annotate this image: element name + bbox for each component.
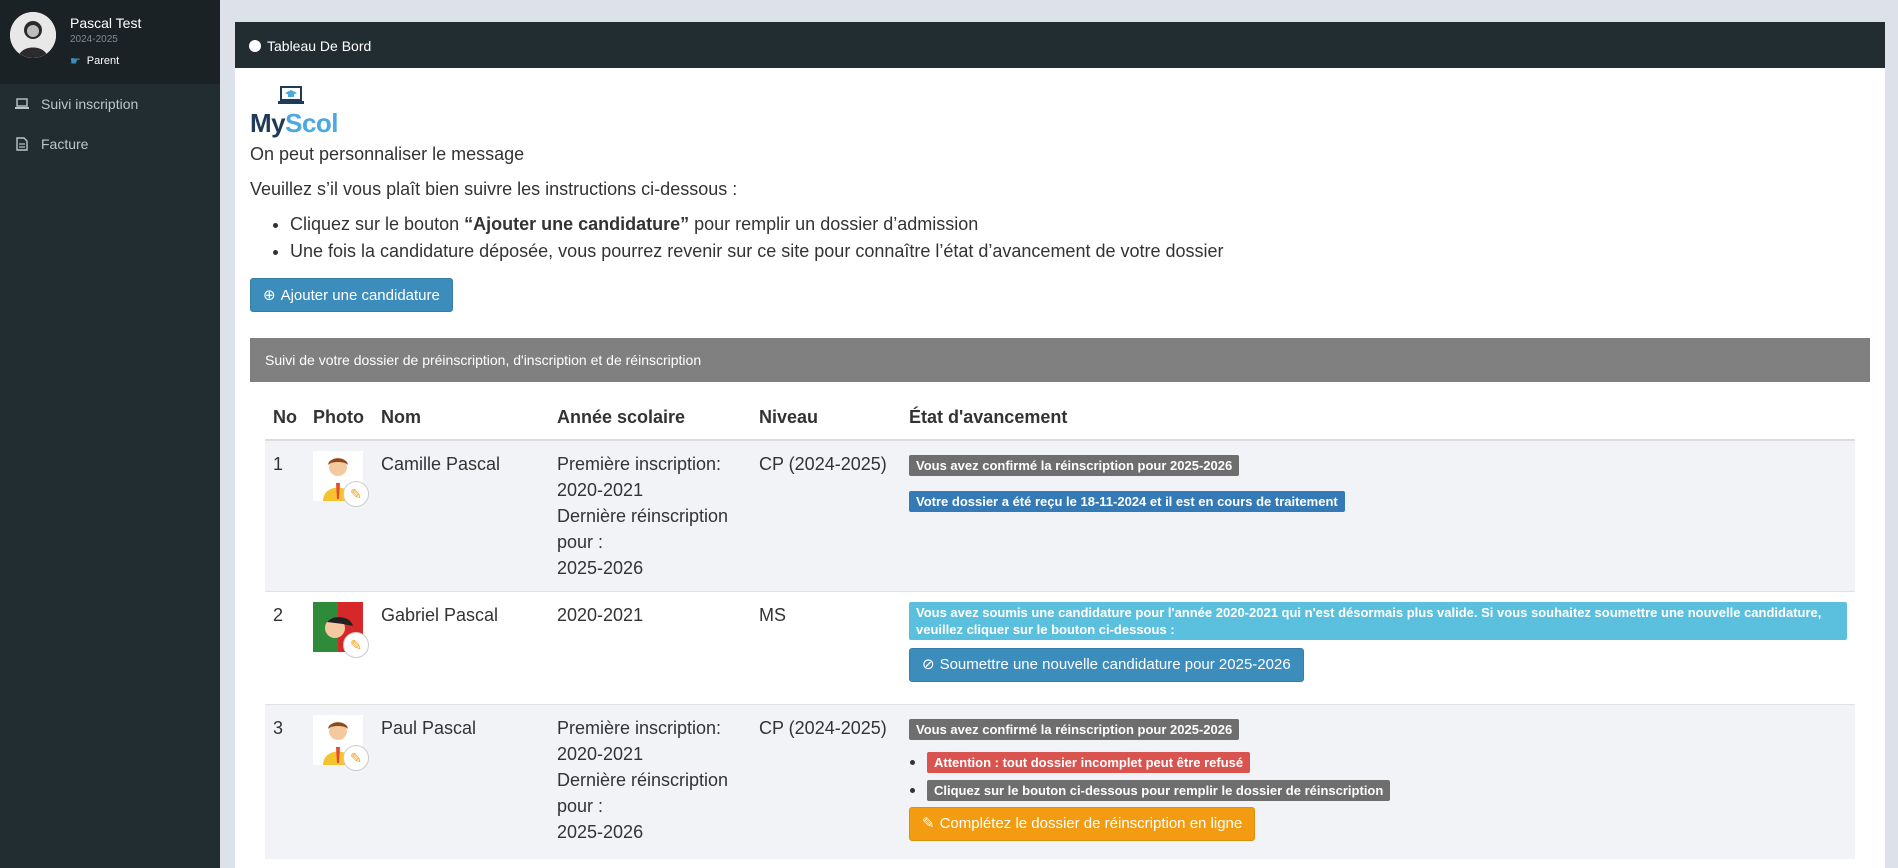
user-name: Pascal Test (70, 15, 142, 31)
sidebar-item-suivi-inscription[interactable] (0, 84, 220, 124)
column-header: Nom (373, 396, 549, 440)
level: MS (751, 592, 901, 705)
custom-message: On peut personnaliser le message (250, 144, 525, 164)
pencil-icon[interactable]: ✎ (343, 745, 369, 771)
status-badge: Vous avez soumis une candidature pour l'année 2020-2021 qui n'est désormais plus valide. Si vous souhaitez soumettre une nouvelle candidature, veuillez cliquer sur le bouton ci-dessous : (909, 602, 1847, 640)
column-header: Photo (305, 396, 373, 440)
row-number: 3 (265, 705, 305, 859)
sidebar-item-label: Facture (41, 136, 89, 152)
student-photo[interactable] (313, 715, 365, 767)
page-title: Tableau De Bord (267, 38, 372, 54)
laptop-icon (15, 98, 29, 110)
panel-title: Suivi de votre dossier de préinscription, d'inscription et de réinscription (250, 338, 1870, 382)
row-number: 1 (265, 440, 305, 592)
user-role (70, 54, 119, 68)
column-header: Année scolaire (549, 396, 751, 440)
progress-state (901, 592, 1855, 705)
complete-reenrollment-button[interactable]: ✎ Complétez le dossier de réinscription en ligne (909, 807, 1255, 841)
logo-text: MyScol (250, 108, 339, 138)
check-circle-icon: ⊘ (922, 656, 935, 673)
row-number: 2 (265, 592, 305, 705)
school-year: Première inscription: 2020-2021 Dernière réinscription pour : 2025-2026 (549, 705, 751, 859)
column-header: No (265, 396, 305, 440)
user-role-label: Parent (86, 55, 120, 67)
status-badge: Votre dossier a été reçu le 18-11-2024 et il est en cours de traitement (909, 491, 1345, 512)
pencil-icon[interactable]: ✎ (343, 481, 369, 507)
edit-icon: ✎ (922, 815, 935, 832)
instruction-item: • Cliquez sur le bouton “Ajouter une candidature” pour remplir un dossier d’admission (290, 214, 1870, 235)
sidebar-item-label: Suivi inscription (41, 96, 139, 112)
table-row (265, 440, 1855, 592)
student-name: Gabriel Pascal (373, 592, 549, 705)
status-badge: Vous avez confirmé la réinscription pour 2025-2026 (909, 719, 1239, 740)
add-application-button[interactable]: ⊕ Ajouter une candidature (250, 278, 453, 312)
status-badge: Vous avez confirmé la réinscription pour 2025-2026 (909, 455, 1239, 476)
avatar[interactable] (10, 12, 56, 58)
plus-circle-icon: ⊕ (263, 287, 276, 304)
pencil-icon[interactable]: ✎ (343, 632, 369, 658)
hand-icon: ☛ (70, 54, 81, 68)
table-row (265, 592, 1855, 705)
student-name: Camille Pascal (373, 440, 549, 592)
list-item (927, 751, 1847, 773)
graduation-cap-icon (278, 84, 304, 106)
instructions-list (290, 214, 1870, 262)
status-badge: Cliquez sur le bouton ci-dessous pour remplir le dossier de réinscription (927, 780, 1390, 801)
column-header: État d'avancement (901, 396, 1855, 440)
main-content (235, 22, 1885, 868)
level: CP (2024-2025) (751, 705, 901, 859)
submit-new-application-button[interactable]: ⊘ Soumettre une nouvelle candidature pour 2025-2026 (909, 648, 1304, 682)
student-name: Paul Pascal (373, 705, 549, 859)
tracking-panel (250, 338, 1870, 859)
table-header-row (265, 396, 1855, 440)
instructions-title: Veuillez s’il vous plaît bien suivre les instructions ci-dessous : (250, 179, 738, 199)
table-wrap (250, 382, 1870, 859)
level: CP (2024-2025) (751, 440, 901, 592)
list-item (927, 779, 1847, 801)
user-year: 2024-2025 (70, 34, 118, 45)
progress-state (901, 440, 1855, 592)
myscol-logo (250, 82, 340, 138)
content (235, 68, 1885, 859)
student-photo[interactable] (313, 451, 365, 503)
school-year: 2020-2021 (549, 592, 751, 705)
circle-icon (249, 40, 261, 52)
table-row (265, 705, 1855, 859)
user-panel (0, 0, 220, 84)
column-header: Niveau (751, 396, 901, 440)
warning-badge: Attention : tout dossier incomplet peut être refusé (927, 752, 1250, 773)
dashboard-header (235, 24, 1885, 68)
instruction-item: • Une fois la candidature déposée, vous pourrez revenir sur ce site pour connaître l’état d’avancement de votre dossier (290, 241, 1870, 262)
student-photo[interactable] (313, 602, 365, 654)
progress-state (901, 705, 1855, 859)
sidebar (0, 0, 220, 868)
sidebar-item-facture[interactable] (0, 124, 220, 164)
applications-table (265, 396, 1855, 859)
school-year: Première inscription: 2020-2021 Dernière réinscription pour : 2025-2026 (549, 440, 751, 592)
state-list (927, 751, 1847, 801)
file-icon (15, 137, 29, 151)
